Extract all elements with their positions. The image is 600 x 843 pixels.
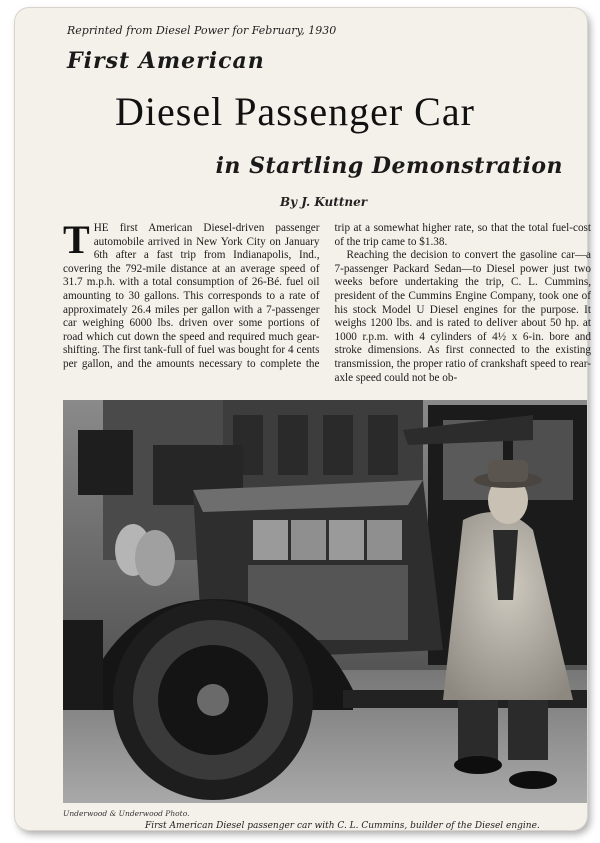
magazine-page <box>15 8 591 831</box>
headlamp <box>135 530 175 586</box>
headline-subtitle: in Startling Demonstration <box>215 153 563 179</box>
bumper <box>63 620 103 710</box>
article-body <box>63 217 591 394</box>
byline: By J. Kuttner <box>280 195 368 209</box>
hat-crown <box>488 460 528 482</box>
man-shoe <box>454 756 502 774</box>
car-photo-illustration <box>63 400 587 803</box>
cylinder-head <box>291 520 326 560</box>
man-shoe <box>509 771 557 789</box>
photo-credit: Underwood & Underwood Photo. <box>63 809 190 818</box>
photo-caption: First American Diesel passenger car with C. L. Cummins, builder of the Diesel engine. <box>145 821 540 831</box>
cylinder-head <box>253 520 288 560</box>
drop-cap: T <box>63 217 90 262</box>
photograph <box>63 400 587 803</box>
cylinder-head <box>329 520 364 560</box>
paragraph-text: HE first American Diesel-driven passenger automobile arrived in New York City on January 6th after a fast trip from Indianapolis, Ind., covering the 792-mile distance at an average speed of 31.7 m.p.h. with a total consumption of 26-Bé. fuel oil amounting to 30 gallons. This corresponds to a rate of approximately 26.4 miles per gallon with a 7-passenger car weighing 6000 lbs. driven over some portions of road which cut down the speed and required much gear-shifting. The first tank-full of fuel was bought for 4 cents per gallon, and the amounts necessary to complete the trip at a somewhat higher rate, so that the total fuel-cost of the trip came to $1.38. <box>63 222 591 370</box>
man-trousers <box>458 700 498 760</box>
man-trousers <box>508 700 548 760</box>
headline-title: Diesel Passenger Car <box>115 89 475 134</box>
wheel-hub <box>197 684 229 716</box>
article-paragraph-2: Reaching the decision to convert the gasoline car—a 7-passenger Packard Sedan—to Diesel power just two weeks before undertaking the trip, C. L. Cummins, president of the Cummins Engine Company, took one of his stock Model U Diesel engines for the purpose. It weighs 1200 lbs. and is rated to deliver about 50 hp. at 1000 r.p.m. with 4 cylinders of 4½ x 6-in. bore and stroke dimensions. As first connected to the existing transmission, the proper ratio of crankshaft speed to rear-axle speed could not be ob- <box>334 249 591 384</box>
cylinder-head <box>367 520 402 560</box>
headline-kicker: First American <box>67 48 265 74</box>
reprint-note: Reprinted from Diesel Power for February, 1930 <box>67 24 337 37</box>
background-truck <box>78 430 133 495</box>
